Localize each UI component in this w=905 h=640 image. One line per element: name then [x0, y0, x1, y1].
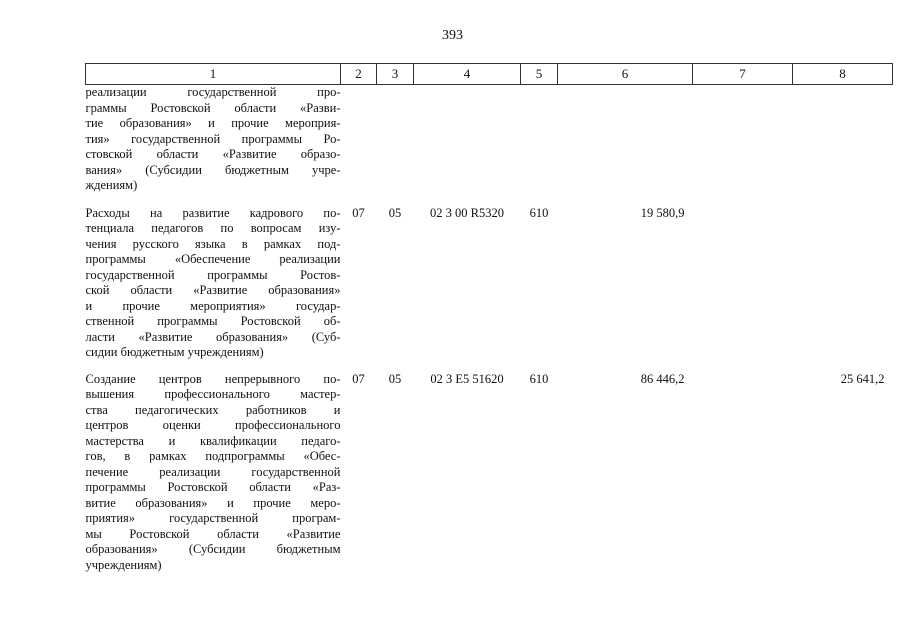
- table-header: [86, 64, 893, 85]
- cell-col-7: [693, 85, 793, 206]
- description-line: вания» (Субсидии бюджетным учре-: [85, 162, 341, 177]
- cell-col-5: [521, 85, 558, 206]
- description-line: витие образования» и прочие меро-: [85, 495, 341, 510]
- description-line: тия» государственной программы Ро-: [85, 131, 341, 146]
- description-line: печение реализации государственной: [85, 464, 341, 479]
- table-row: [86, 85, 893, 206]
- description-line: и прочие мероприятия» государ-: [85, 298, 341, 313]
- cell-col-5: 610: [529, 205, 549, 220]
- table-row: [86, 206, 893, 372]
- row-description: [86, 372, 341, 574]
- cell-col-8: 25 641,2: [840, 371, 885, 386]
- description-line: ской области «Развитие образования»: [85, 283, 341, 297]
- description-line: программы «Обеспечение реализации: [85, 252, 341, 266]
- description-line: мастерства и квалификации педаго-: [85, 433, 341, 448]
- description-line: учреждениям): [85, 557, 162, 572]
- table-body: [86, 85, 893, 574]
- description-line: граммы Ростовской области «Разви-: [85, 100, 341, 115]
- cell-col-4: 02 3 00 R5320: [430, 205, 504, 220]
- cell-col-6: 19 580,9: [640, 205, 685, 220]
- column-header-7: 7: [693, 64, 793, 85]
- column-header-4: 4: [414, 64, 521, 85]
- column-header-1: 1: [86, 64, 341, 85]
- description-line: Расходы на развитие кадрового по-: [85, 205, 341, 220]
- description-line: сидии бюджетным учреждениям): [85, 345, 264, 359]
- cell-col-8: [793, 206, 893, 372]
- column-header-6: 6: [558, 64, 693, 85]
- description-line: центров оценки профессионального: [85, 418, 341, 432]
- description-line: программы Ростовской области «Раз-: [85, 480, 341, 494]
- cell-col-7: [693, 372, 793, 574]
- description-line: тие образования» и прочие мероприя-: [85, 116, 341, 130]
- row-description: [86, 85, 341, 206]
- cell-col-3: 05: [388, 205, 402, 220]
- description-line: образования» (Субсидии бюджетным: [85, 542, 341, 556]
- cell-col-2: 07: [352, 371, 365, 386]
- cell-col-3: 05: [388, 371, 402, 386]
- description-line: чения русского языка в рамках под-: [85, 236, 341, 251]
- description-line: ждениям): [85, 178, 138, 192]
- cell-col-4: 02 3 E5 51620: [430, 371, 504, 386]
- cell-col-2: [341, 85, 377, 206]
- description-line: ласти «Развитие образования» (Суб-: [85, 329, 341, 344]
- description-line: ства педагогических работников и: [85, 402, 341, 417]
- header-row: [86, 64, 893, 85]
- description-line: Создание центров непрерывного по-: [85, 371, 341, 386]
- description-line: гов, в рамках подпрограммы «Обес-: [85, 449, 341, 463]
- column-header-3: 3: [377, 64, 414, 85]
- description-line: мы Ростовской области «Развитие: [85, 526, 341, 541]
- cell-col-4: [414, 85, 521, 206]
- cell-col-8: [793, 85, 893, 206]
- cell-col-2: 07: [352, 205, 365, 220]
- column-header-2: 2: [341, 64, 377, 85]
- column-header-5: 5: [521, 64, 558, 85]
- cell-col-5: 610: [529, 371, 549, 386]
- description-line: государственной программы Ростов-: [85, 267, 341, 282]
- budget-table: [85, 63, 893, 573]
- description-line: тенциала педагогов по вопросам изу-: [85, 221, 341, 235]
- cell-col-7: [693, 206, 793, 372]
- row-description: [86, 206, 341, 372]
- cell-col-3: [377, 85, 414, 206]
- description-line: реализации государственной про-: [85, 85, 341, 99]
- page-number: 393: [442, 28, 463, 43]
- description-line: ственной программы Ростовской об-: [85, 314, 341, 328]
- description-line: приятия» государственной програм-: [85, 511, 341, 525]
- description-line: стовской области «Развитие образо-: [85, 147, 341, 161]
- column-header-8: 8: [793, 64, 893, 85]
- cell-col-6: 86 446,2: [640, 371, 685, 386]
- description-line: вышения профессионального мастер-: [85, 387, 341, 401]
- table-row: [86, 372, 893, 574]
- cell-col-6: [558, 85, 693, 206]
